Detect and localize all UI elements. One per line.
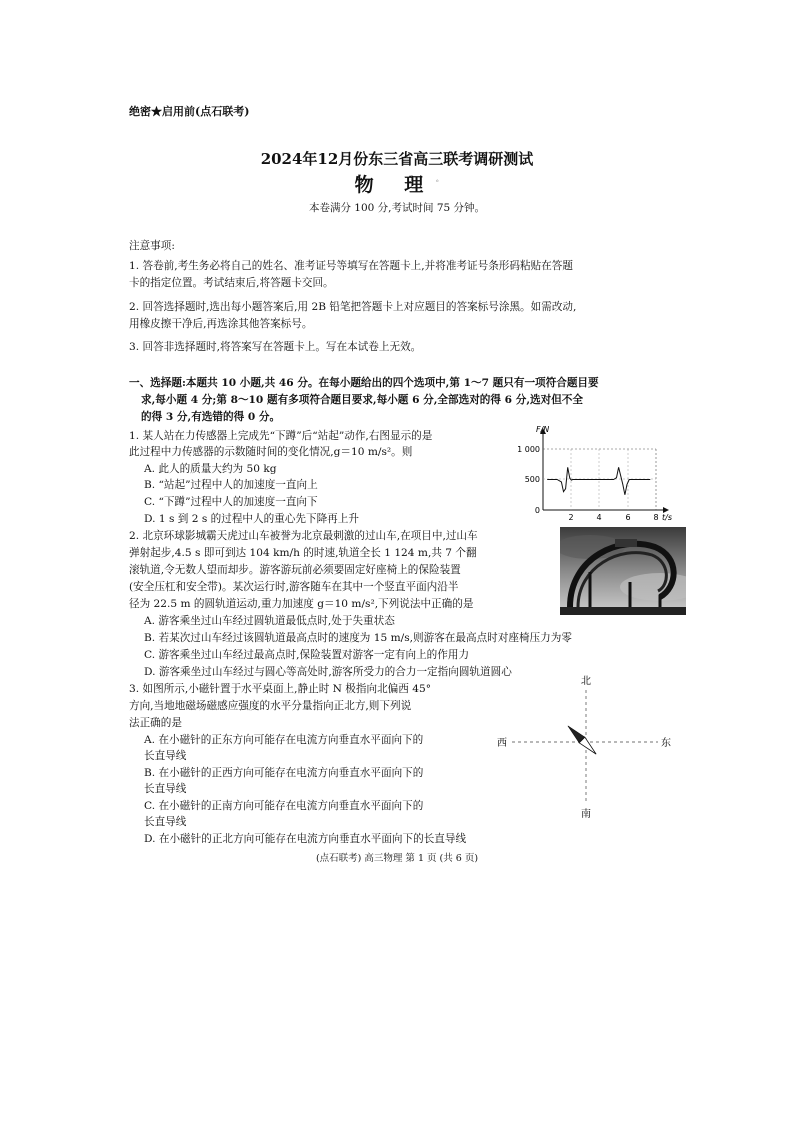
q3-option-a: A. 在小磁针的正东方向可能存在电流方向垂直水平面向下的 bbox=[144, 734, 424, 746]
q3-stem-line: 3. 如图所示,小磁针置于水平桌面上,静止时 N 极指向北偏西 45° bbox=[129, 683, 432, 695]
needle-south-half bbox=[579, 737, 599, 757]
exam-title: 2024年12月份东三省高三联考调研测试 bbox=[260, 150, 534, 168]
q1-option-d: D. 1 s 到 2 s 的过程中人的重心先下降再上升 bbox=[144, 513, 359, 525]
note-line: 1. 答卷前,考生务必将自己的姓名、准考证号等填写在答题卡上,并将准考证号条形码粘贴在答题 bbox=[129, 260, 573, 272]
q2-option-d: D. 游客乘坐过山车经过与圆心等高处时,游客所受力的合力一定指向圆轨道圆心 bbox=[144, 666, 512, 678]
notes-heading: 注意事项: bbox=[129, 240, 175, 252]
q2-stem-line: (安全压杠和安全带)。某次运行时,游客随车在其中一个竖直平面内沿半 bbox=[129, 581, 459, 593]
q2-option-a: A. 游客乘坐过山车经过圆轨道最低点时,处于失重状态 bbox=[144, 615, 395, 627]
q1-stem-line: 此过程中力传感器的示数随时间的变化情况,g＝10 m/s²。则 bbox=[129, 446, 413, 458]
q1-option-b: B. “站起”过程中人的加速度一直向上 bbox=[144, 479, 318, 491]
q2-stem-line: 滚轨道,令无数人望而却步。游客游玩前必须要固定好座椅上的保险装置 bbox=[129, 564, 461, 576]
q1-stem-line: 1. 某人站在力传感器上完成先“下蹲”后“站起”动作,右图显示的是 bbox=[129, 430, 433, 442]
q3-option-c: C. 在小磁针的正南方向可能存在电流方向垂直水平面向下的 bbox=[144, 800, 424, 812]
note-line: 卡的指定位置。考试结束后,将答题卡交回。 bbox=[129, 277, 334, 289]
section-heading-line: 的得 3 分,有选错的得 0 分。 bbox=[141, 411, 281, 423]
force-time-graph bbox=[508, 423, 680, 523]
subject-mark: ◦ bbox=[435, 176, 440, 186]
compass-needle bbox=[565, 723, 599, 757]
section-heading-line: 求,每小题 4 分;第 8～10 题有多项符合题目要求,每小题 6 分,全部选对的得 6 分,选对但不全 bbox=[141, 394, 583, 406]
q2-option-c: C. 游客乘坐过山车经过最高点时,保险装置对游客一定有向上的作用力 bbox=[144, 649, 470, 661]
q1-option-a: A. 此人的质量大约为 50 kg bbox=[144, 463, 277, 475]
q3-option-b: B. 在小磁针的正西方向可能存在电流方向垂直水平面向下的 bbox=[144, 767, 424, 779]
y-axis-label: F/N bbox=[536, 425, 550, 434]
q3-option-c-cont: 长直导线 bbox=[144, 816, 187, 828]
south-label: 南 bbox=[581, 809, 591, 820]
west-label: 西 bbox=[497, 738, 507, 749]
q3-option-d: D. 在小磁针的正北方向可能存在电流方向垂直水平面向下的长直导线 bbox=[144, 833, 467, 845]
q3-stem-line: 方向,当地地磁场磁感应强度的水平分量指向正北方,则下列说 bbox=[129, 700, 412, 712]
secret-header: 绝密★启用前(点石联考) bbox=[129, 105, 250, 118]
y-tick-label: 1 000 bbox=[517, 445, 540, 454]
east-label: 东 bbox=[661, 738, 671, 749]
note-line: 3. 回答非选择题时,将答案写在答题卡上。写在本试卷上无效。 bbox=[129, 341, 422, 353]
x-tick-label: 6 bbox=[625, 513, 631, 522]
note-line: 用橡皮擦干净后,再选涂其他答案标号。 bbox=[129, 318, 313, 330]
compass-diagram bbox=[490, 672, 680, 820]
x-axis-label: t/s bbox=[662, 513, 672, 522]
subject-name: 物 理 bbox=[354, 174, 436, 196]
q2-option-b: B. 若某次过山车经过该圆轨道最高点时的速度为 15 m/s,则游客在最高点时对座椅压力为零 bbox=[144, 632, 572, 644]
q2-stem-line: 径为 22.5 m 的圆轨道运动,重力加速度 g＝10 m/s²,下列说法中正确的是 bbox=[129, 598, 474, 610]
subject-title bbox=[0, 170, 794, 197]
page-footer: (点石联考) 高三物理 第 1 页 (共 6 页) bbox=[315, 853, 479, 864]
q1-option-c: C. “下蹲”过程中人的加速度一直向下 bbox=[144, 496, 318, 508]
north-label: 北 bbox=[581, 676, 591, 687]
q2-stem-line: 弹射起步,4.5 s 即可到达 104 km/h 的时速,轨道全长 1 124 m,共 7 个翻 bbox=[129, 547, 477, 559]
x-tick-label: 2 bbox=[568, 513, 574, 522]
x-tick-label: 8 bbox=[653, 513, 659, 522]
score-note: 本卷满分 100 分,考试时间 75 分钟。 bbox=[308, 202, 486, 214]
q3-option-a-cont: 长直导线 bbox=[144, 750, 187, 762]
x-tick-label: 4 bbox=[596, 513, 602, 522]
note-line: 2. 回答选择题时,选出每小题答案后,用 2B 铅笔把答题卡上对应题目的答案标号涂黑。如需改动, bbox=[129, 301, 577, 313]
roller-coaster-photo bbox=[560, 527, 686, 615]
q3-option-b-cont: 长直导线 bbox=[144, 783, 187, 795]
y-tick-label: 500 bbox=[524, 475, 540, 484]
section-heading-line: 一、选择题:本题共 10 小题,共 46 分。在每小题给出的四个选项中,第 1～7 题只有一项符合题目要 bbox=[129, 377, 599, 389]
q3-stem-line: 法正确的是 bbox=[129, 717, 182, 729]
y-tick-label: 0 bbox=[534, 506, 540, 515]
q2-stem-line: 2. 北京环球影城霸天虎过山车被誉为北京最刺激的过山车,在项目中,过山车 bbox=[129, 530, 478, 542]
